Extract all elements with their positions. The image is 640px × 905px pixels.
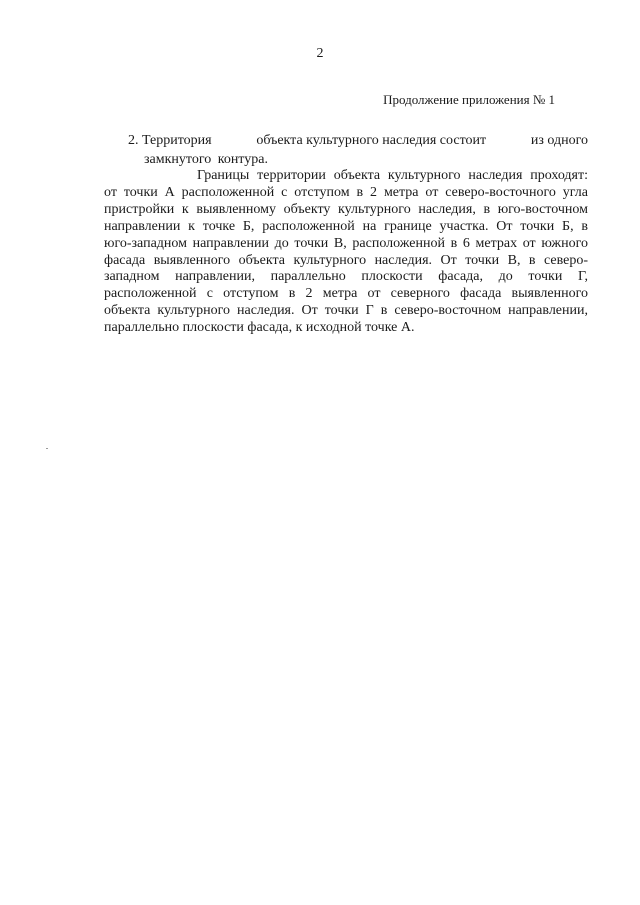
margin-mark <box>46 448 48 449</box>
paragraph-line: от точки А расположенной с отступом в 2 метра от северо-восточного угла <box>104 184 588 200</box>
paragraph-line: юго-западном направлении до точки В, расположенной в 6 метрах от южного <box>104 235 588 251</box>
paragraph-line: западном направлении, параллельно плоскости фасада, до точки Г, <box>104 269 588 285</box>
paragraph-line: расположенной с отступом в 2 метра от северного фасада выявленного <box>104 286 588 302</box>
item-word-territory: Территория <box>142 133 212 148</box>
page-number: 2 <box>316 46 324 61</box>
paragraph-line: фасада выявленного объекта культурного наследия. От точки В, в северо- <box>104 252 588 268</box>
item-2-heading-continuation: замкнутого контура. <box>144 152 268 167</box>
boundary-description-paragraph <box>104 168 588 337</box>
paragraph-line: объекта культурного наследия. От точки Г в северо-восточном направлении, <box>104 303 588 319</box>
paragraph-line: направлении к точке Б, расположенной на границе участка. От точки Б, в <box>104 218 588 234</box>
appendix-note: Продолжение приложения № 1 <box>383 92 555 107</box>
paragraph-line: Границы территории объекта культурного наследия проходят: <box>197 168 588 183</box>
paragraph-line: пристройки к выявленному объекту культурного наследия, в юго-восточном <box>104 201 588 217</box>
item-number: 2. <box>128 133 139 148</box>
item-2-number-and-word <box>128 133 212 149</box>
item-2-heading-line <box>128 133 588 149</box>
paragraph-line: параллельно плоскости фасада, к исходной точке А. <box>104 320 415 336</box>
item-word-from-one: из одного <box>530 133 588 148</box>
item-word-object: объекта культурного наследия состоит <box>256 133 487 148</box>
